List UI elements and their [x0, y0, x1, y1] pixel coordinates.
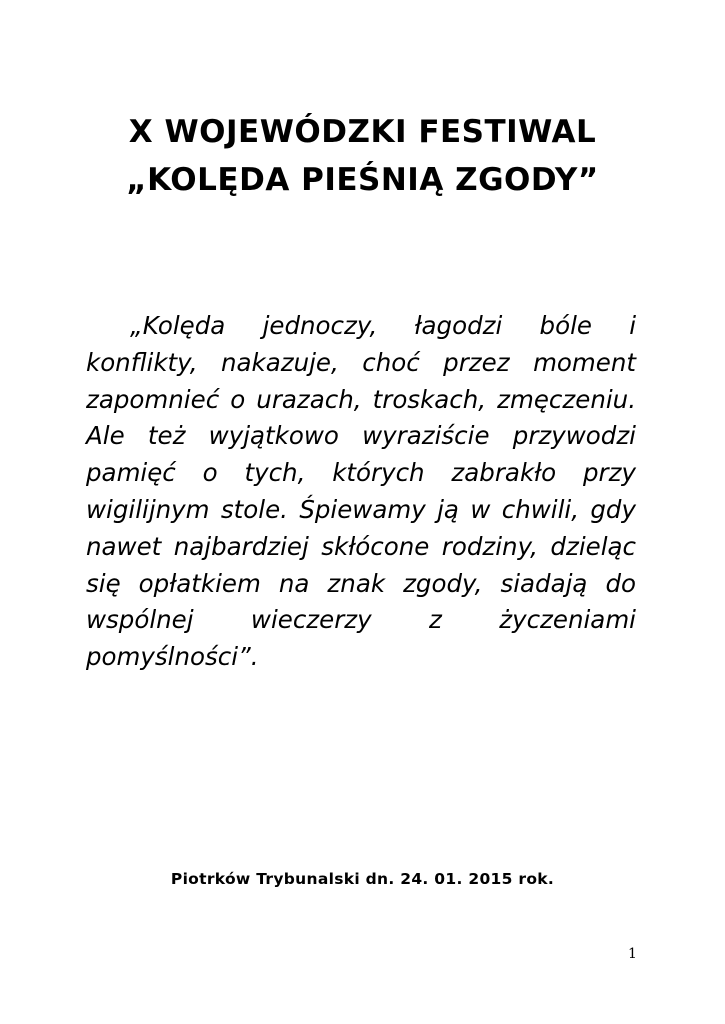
title-line-festival: X WOJEWÓDZKI FESTIWAL — [128, 114, 597, 150]
quote-paragraph: „Kolęda jednoczy, łagodzi bóle i konflikty, nakazuje, choć przez moment zapomnieć o urazach, troskach, zmęczeniu. Ale też wyjątkowo wyraziście przywodzi pamięć o tych, których zabrakło przy wigilijnym stole. Śpiewamy ją w chwili, gdy nawet najbardziej skłócone rodziny, dzieląc się opłatkiem na znak zgody, siadają do wspólnej wieczerzy z życzeniami pomyślności”. — [86, 311, 636, 672]
place-and-date: Piotrków Trybunalski dn. 24. 01. 2015 rok. — [170, 870, 555, 888]
page-number: 1 — [628, 946, 637, 962]
title-line-motto: „KOLĘDA PIEŚNIĄ ZGODY” — [126, 162, 599, 198]
document-title — [0, 108, 725, 204]
